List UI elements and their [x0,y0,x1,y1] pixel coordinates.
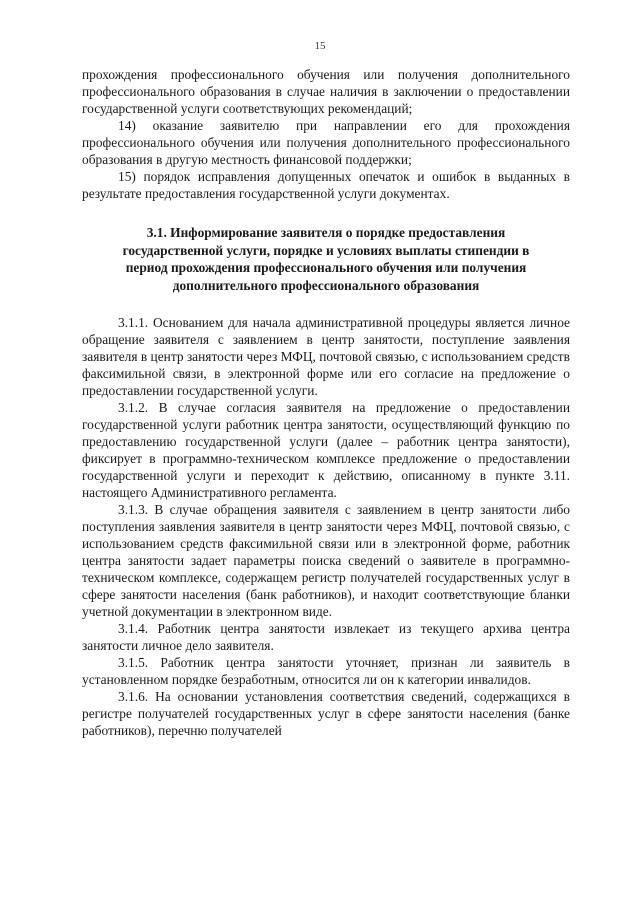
section-heading [82,224,570,294]
paragraph: прохождения профессионального обучения или получения дополнительного профессионального образования в случае наличия в заключении о предоставлении государственной услуги соответствующих рекомендаций; [82,67,570,116]
section-heading-line: дополнительного профессионального образования [172,277,480,293]
paragraph: 15) порядок исправления допущенных опечаток и ошибок в выданных в результате предоставления государственной услуги документах. [82,169,570,201]
section-heading-line: государственной услуги, порядке и условиях выплаты стипендии в [122,242,530,258]
section-heading-line: период прохождения профессионального обучения или получения [125,260,527,275]
page-number: 15 [314,40,326,52]
paragraph: 3.1.6. На основании установления соответствия сведений, содержащихся в регистре получателей государственных услуг в сфере занятости населения (банке работников), перечню получателей [82,689,570,738]
paragraph: 3.1.1. Основанием для начала административной процедуры является личное обращение заявителя с заявлением в центр занятости, поступление заявления заявителя в центр занятости через МФЦ, почтовой связью, с использованием средств факсимильной связи, в электронной форме или его согласие на предложение о предоставлении государственной услуги. [82,315,570,398]
paragraph: 14) оказание заявителю при направлении его для прохождения профессионального обучения или получения дополнительного профессионального образования в другую местность финансовой поддержки; [82,118,570,167]
paragraph: 3.1.5. Работник центра занятости уточняет, признан ли заявитель в установленном порядке безработным, относится ли он к категории инвалидов. [82,655,570,687]
paragraph: 3.1.2. В случае согласия заявителя на предложение о предоставлении государственной услуги работник центра занятости, осуществляющий функцию по предоставлению государственной услуги (далее – работник центра занятости), фиксирует в программно-техническом комплексе предложение о предоставлении государственной услуги и переходит к действию, описанному в пункте 3.11. настоящего Административного регламента. [82,400,570,500]
paragraph: 3.1.4. Работник центра занятости извлекает из текущего архива центра занятости личное дело заявителя. [82,621,570,653]
section-heading-line: 3.1. Информирование заявителя о порядке предоставления [146,225,506,240]
paragraph: 3.1.3. В случае обращения заявителя с заявлением в центр занятости либо поступления заявления заявителя в центр занятости через МФЦ, почтовой связью, с использованием средств факсимильной связи или в электронной форме, работник центра занятости задает параметры поиска сведений о заявителе в программно-техническом комплексе, содержащем регистр получателей государственных услуг в сфере занятости населения (банк работников), и находит соответствующие бланки учетной документации в электронном виде. [82,502,570,619]
document-body [82,66,570,739]
